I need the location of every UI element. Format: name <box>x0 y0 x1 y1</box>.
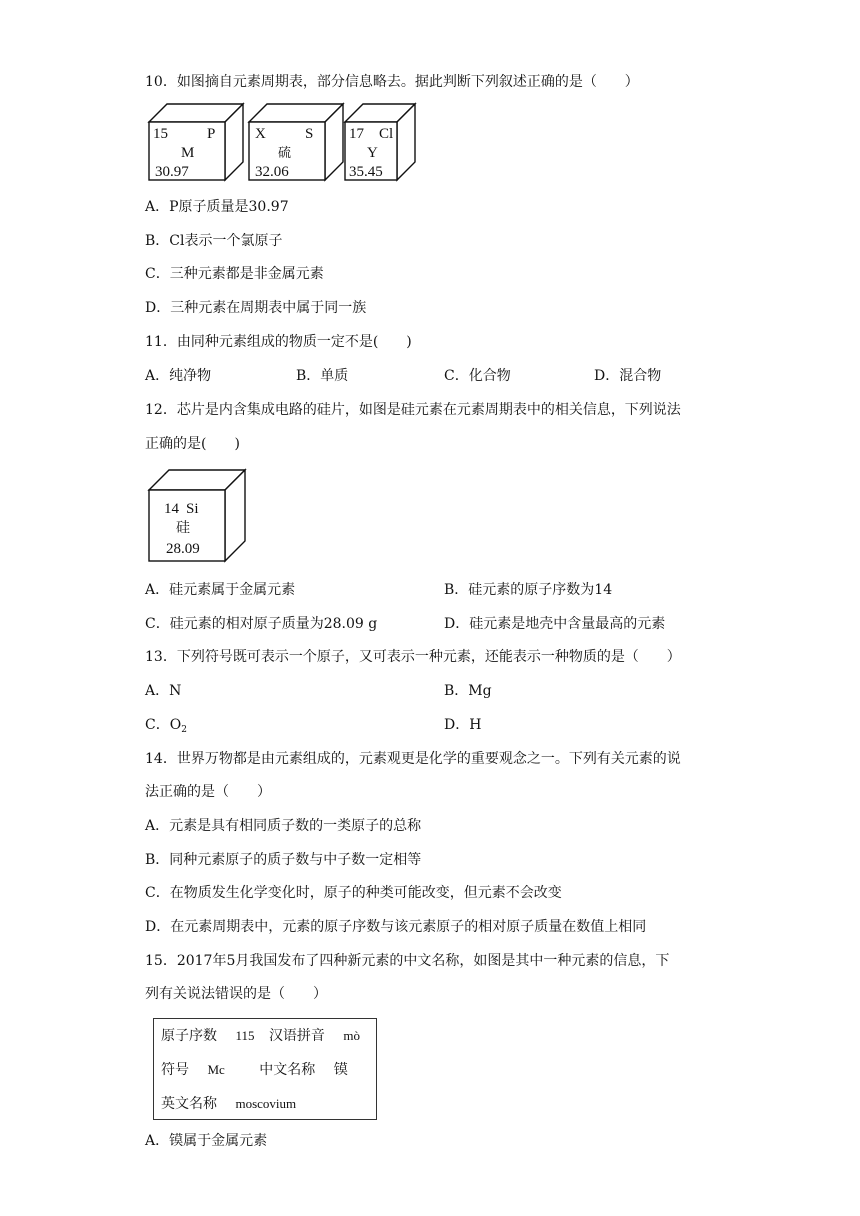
q10-element-cells <box>145 100 425 185</box>
q10-option-b: B．Cl表示一个氯原子 <box>145 233 283 249</box>
q12-option-d: D．硅元素是地壳中含量最高的元素 <box>444 616 666 632</box>
cell-symbol: P <box>207 126 216 142</box>
q13-stem: 13．下列符号既可表示一个原子，又可表示一种元素，还能表示一种物质的是（ ） <box>145 649 681 665</box>
cell-mass: 35.45 <box>349 164 383 180</box>
q13-option-a: A．N <box>145 683 182 699</box>
label-en-name: 英文名称 <box>161 1096 217 1112</box>
q14-option-a: A．元素是具有相同质子数的一类原子的总称 <box>145 818 422 834</box>
value-en-name: moscovium <box>235 1096 297 1111</box>
cell-mass: 30.97 <box>155 164 189 180</box>
label-atomic-number: 原子序数 <box>161 1028 217 1044</box>
q14-stem-line1: 14．世界万物都是由元素组成的，元素观更是化学的重要观念之一。下列有关元素的说 <box>145 751 681 767</box>
q13-option-c <box>145 715 187 740</box>
label-symbol: 符号 <box>161 1062 189 1078</box>
cell-mass: 28.09 <box>166 541 200 557</box>
label-cn-name: 中文名称 <box>259 1062 316 1078</box>
value-cn-name: 镆 <box>333 1062 348 1078</box>
q12-option-b: B．硅元素的原子序数为14 <box>444 582 613 598</box>
cell-number: 15 <box>153 126 168 142</box>
q11-stem: 11．由同种元素组成的物质一定不是( ) <box>145 334 412 350</box>
cell-name: M <box>181 145 195 161</box>
q10-option-d: D．三种元素在周期表中属于同一族 <box>145 300 367 316</box>
cell-symbol: S <box>305 126 314 142</box>
cell-name: Y <box>367 145 378 161</box>
info-row-2 <box>161 1059 348 1079</box>
q13-option-c-text: C．O <box>145 717 182 733</box>
cell-number: 17 <box>349 126 364 142</box>
q11-option-c: C．化合物 <box>444 368 511 384</box>
q15-stem-line1: 15．2017年5月我国发布了四种新元素的中文名称，如图是其中一种元素的信息，下 <box>145 953 670 969</box>
value-pinyin: mò <box>343 1028 361 1043</box>
q15-stem-line2: 列有关说法错误的是（ ） <box>145 986 327 1002</box>
q12-stem-line2: 正确的是( ) <box>145 436 240 452</box>
q14-stem-line2: 法正确的是（ ） <box>145 784 271 800</box>
q13-option-c-subscript: 2 <box>181 725 187 735</box>
q13-option-d: D．H <box>444 717 482 733</box>
element-cell-phosphorus <box>149 104 243 180</box>
q15-element-info-table <box>153 1018 377 1120</box>
q12-option-c: C．硅元素的相对原子质量为28.09 g <box>145 616 378 632</box>
cell-name: 硅 <box>176 520 190 536</box>
element-cell-sulfur <box>249 104 343 180</box>
value-symbol: Mc <box>207 1062 225 1077</box>
cell-number: 14 <box>164 501 179 517</box>
value-atomic-number: 115 <box>235 1028 255 1043</box>
info-row-1 <box>161 1025 360 1045</box>
cell-symbol: Cl <box>379 126 394 142</box>
element-cell-chlorine <box>345 104 415 180</box>
q10-option-a: A．P原子质量是30.97 <box>145 199 289 215</box>
q10-option-c: C．三种元素都是非金属元素 <box>145 266 324 282</box>
q14-option-d: D．在元素周期表中，元素的原子序数与该元素原子的相对原子质量在数值上相同 <box>145 919 647 935</box>
q11-option-b: B．单质 <box>296 368 349 384</box>
q15-option-a: A．镆属于金属元素 <box>145 1133 268 1149</box>
q11-option-a: A．纯净物 <box>145 368 212 384</box>
q11-option-d: D．混合物 <box>594 368 662 384</box>
cell-number: X <box>255 126 266 142</box>
q12-stem-line1: 12．芯片是内含集成电路的硅片，如图是硅元素在元素周期表中的相关信息，下列说法 <box>145 402 681 418</box>
q13-option-b: B．Mg <box>444 683 492 699</box>
label-pinyin: 汉语拼音 <box>268 1028 325 1044</box>
cell-mass: 32.06 <box>255 164 289 180</box>
q12-option-a: A．硅元素属于金属元素 <box>145 582 296 598</box>
q14-option-c: C．在物质发生化学变化时，原子的种类可能改变，但元素不会改变 <box>145 885 562 901</box>
info-row-3 <box>161 1093 296 1113</box>
cell-symbol: Si <box>186 501 199 517</box>
q10-stem: 10．如图摘自元素周期表，部分信息略去。据此判断下列叙述正确的是（ ） <box>145 74 639 90</box>
q12-element-cell <box>146 468 250 564</box>
q14-option-b: B．同种元素原子的质子数与中子数一定相等 <box>145 852 422 868</box>
cell-name: 硫 <box>278 146 292 161</box>
